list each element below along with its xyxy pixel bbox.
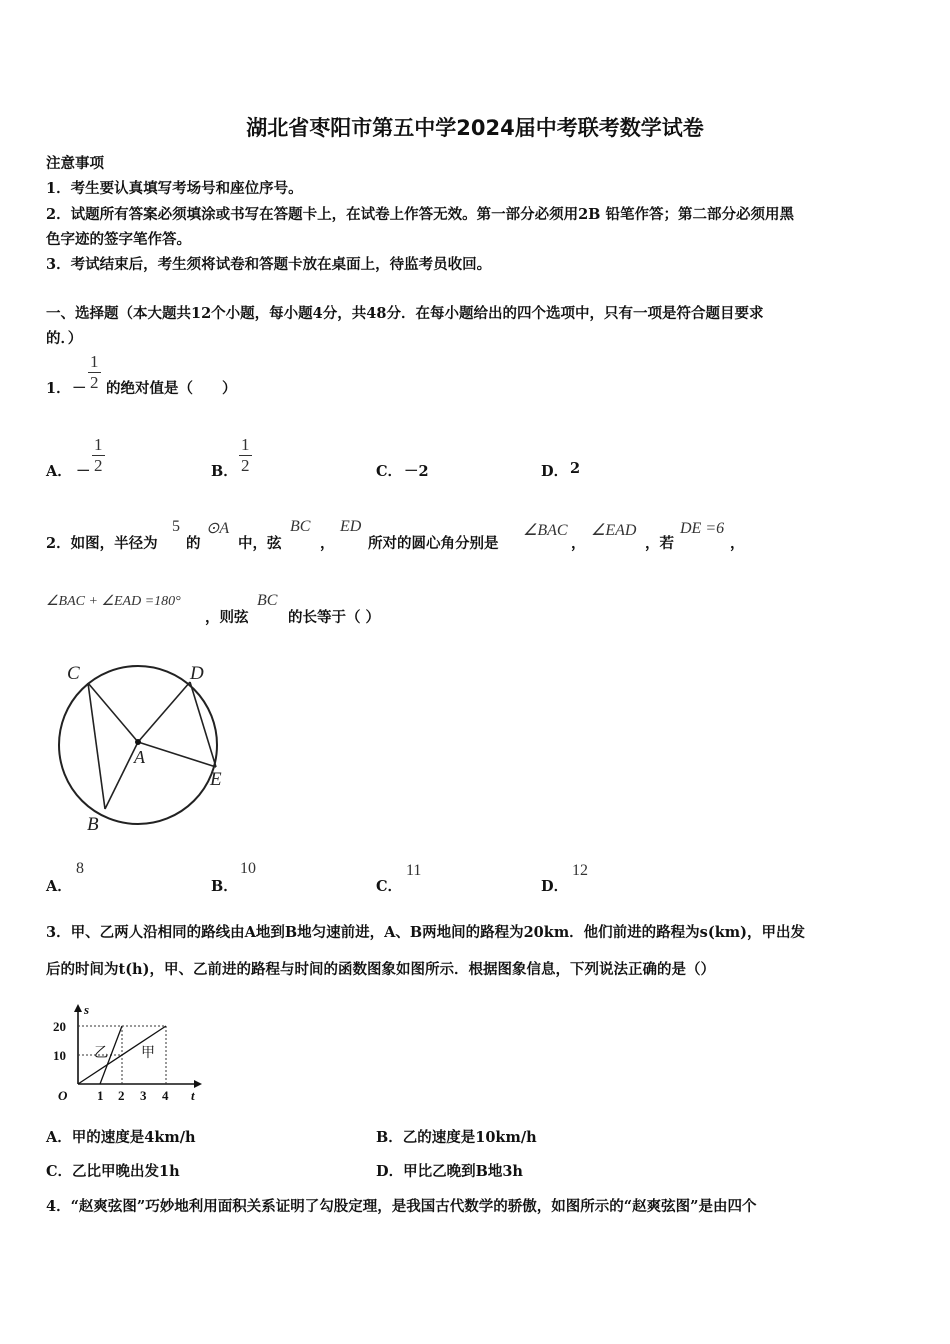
q3-stem-line-1: 3．甲、乙两人沿相同的路线由A地到B地匀速前进，A、B两地间的路程为20km．他们前进的路程为s(km)，甲出发	[46, 924, 805, 941]
q2-circle-a: ⊙A	[206, 520, 230, 537]
chord-cb	[88, 683, 105, 809]
label-e: E	[210, 769, 222, 790]
q2-text-7: ，则弦	[205, 609, 249, 626]
q2-option-b-value: 10	[240, 860, 256, 877]
q1-option-d-label[interactable]: D．	[541, 463, 569, 480]
q1-option-a-minus: －	[76, 463, 91, 480]
q3-stem-line-2: 后的时间为t(h)，甲、乙前进的路程与时间的函数图象如图所示．根据图象信息，下列说法正确的是（）	[46, 961, 715, 978]
q2-text-5: ，若	[645, 535, 674, 552]
q2-option-c-label[interactable]: C．	[376, 878, 403, 895]
label-b: B	[87, 814, 99, 835]
yi-label: 乙	[94, 1045, 108, 1061]
q2-condition: ∠BAC + ∠EAD =180°	[46, 594, 181, 609]
q2-comma-2: ，	[571, 535, 586, 552]
notice-heading: 注意事项	[46, 155, 104, 172]
q3-option-c[interactable]: C．乙比甲晚出发1h	[46, 1163, 180, 1180]
q1-option-b-den: 2	[241, 456, 250, 475]
q1-option-a-fraction	[92, 435, 105, 476]
q2-option-d-label[interactable]: D．	[541, 878, 569, 895]
chord-de	[190, 682, 216, 767]
x-tick-4: 4	[162, 1088, 169, 1103]
q1-frac-num: 1	[90, 352, 99, 371]
q3-option-a[interactable]: A．甲的速度是4km/h	[46, 1129, 196, 1146]
q2-text-1: 2．如图，半径为	[46, 535, 158, 552]
x-tick-1: 1	[97, 1088, 104, 1103]
q2-comma-1: ，	[320, 535, 335, 552]
q2-option-b-label[interactable]: B．	[211, 878, 238, 895]
q2-chord-ed: ED	[340, 518, 362, 535]
q2-angle-bac: ∠BAC	[523, 522, 568, 539]
q2-text-4: 所对的圆心角分别是	[368, 535, 499, 552]
q1-minus: －	[72, 380, 87, 397]
q2-text-2: 的	[186, 535, 201, 552]
jia-label: 甲	[141, 1045, 155, 1061]
y-tick-20: 20	[53, 1019, 66, 1034]
section-heading: 一、选择题（本大题共12个小题，每小题4分，共48分．在每小题给出的四个选项中，只有一项是符合题目要求	[46, 305, 764, 322]
q2-text-3: 中，弦	[238, 535, 282, 552]
notice-item-3: 3．考试结束后，考生须将试卷和答题卡放在桌面上，待监考员收回。	[46, 256, 492, 273]
q2-option-c-value: 11	[406, 862, 422, 879]
page-title: 湖北省枣阳市第五中学2024届中考联考数学试卷	[246, 116, 704, 140]
q2-text-6: ，	[730, 535, 745, 552]
segment-ad	[138, 682, 190, 742]
q1-option-b-num: 1	[241, 435, 250, 454]
q2-de-equals: DE =6	[680, 520, 725, 537]
q1-option-d-value: 2	[570, 460, 581, 477]
q1-option-a-label[interactable]: A．	[46, 463, 72, 480]
q1-number: 1．	[46, 380, 71, 397]
q1-frac-den: 2	[90, 373, 99, 392]
q2-chord-bc: BC	[290, 518, 311, 535]
x-tick-2: 2	[118, 1088, 125, 1103]
notice-item-2: 2．试题所有答案必须填涂或书写在答题卡上，在试卷上作答无效。第一部分必须用2B 铅笔作答；第二部分必须用黑	[46, 206, 794, 223]
x-tick-3: 3	[140, 1088, 147, 1103]
origin-label: O	[58, 1088, 68, 1103]
q1-fraction	[88, 352, 101, 393]
q1-option-b-label[interactable]: B．	[211, 463, 238, 480]
s-label: s	[84, 1002, 90, 1017]
q2-option-a-label[interactable]: A．	[46, 878, 72, 895]
notice-item-2-cont: 色字迹的签字笔作答。	[46, 231, 191, 248]
q1-option-a-den: 2	[94, 456, 103, 475]
q2-chord-bc-2: BC	[257, 592, 278, 609]
q2-radius: 5	[172, 518, 180, 535]
q2-option-d-value: 12	[572, 862, 588, 879]
label-d: D	[190, 663, 204, 684]
q4-stem-line-1: 4．“赵爽弦图”巧妙地利用面积关系证明了勾股定理，是我国古代数学的骄傲，如图所示的“赵爽弦图”是由四个	[46, 1198, 757, 1215]
label-a: A	[134, 747, 145, 767]
q1-option-c-label[interactable]: C．	[376, 463, 403, 480]
q2-option-a-value: 8	[76, 860, 84, 877]
q1-option-c-value: －2	[404, 463, 429, 480]
label-c: C	[67, 663, 80, 684]
q1-stem: 的绝对值是（ ）	[106, 380, 237, 397]
q2-angle-ead: ∠EAD	[591, 522, 637, 539]
q3-option-b[interactable]: B．乙的速度是10km/h	[376, 1129, 537, 1146]
segment-ae	[138, 742, 216, 767]
center-point	[135, 739, 141, 745]
notice-item-1: 1．考生要认真填写考场号和座位序号。	[46, 180, 303, 197]
y-tick-10: 10	[53, 1048, 66, 1063]
t-label: t	[191, 1088, 195, 1103]
section-heading-cont: 的．）	[46, 330, 83, 347]
q2-text-8: 的长等于（ ）	[288, 609, 381, 626]
q3-option-d[interactable]: D．甲比乙晚到B地3h	[376, 1163, 523, 1180]
x-axis-arrow	[194, 1080, 202, 1088]
q3-distance-time-graph	[48, 1000, 208, 1105]
q1-option-a-num: 1	[94, 435, 103, 454]
y-axis-arrow	[74, 1004, 82, 1012]
q1-option-b-fraction	[239, 435, 252, 476]
q2-circle-figure	[50, 655, 240, 840]
